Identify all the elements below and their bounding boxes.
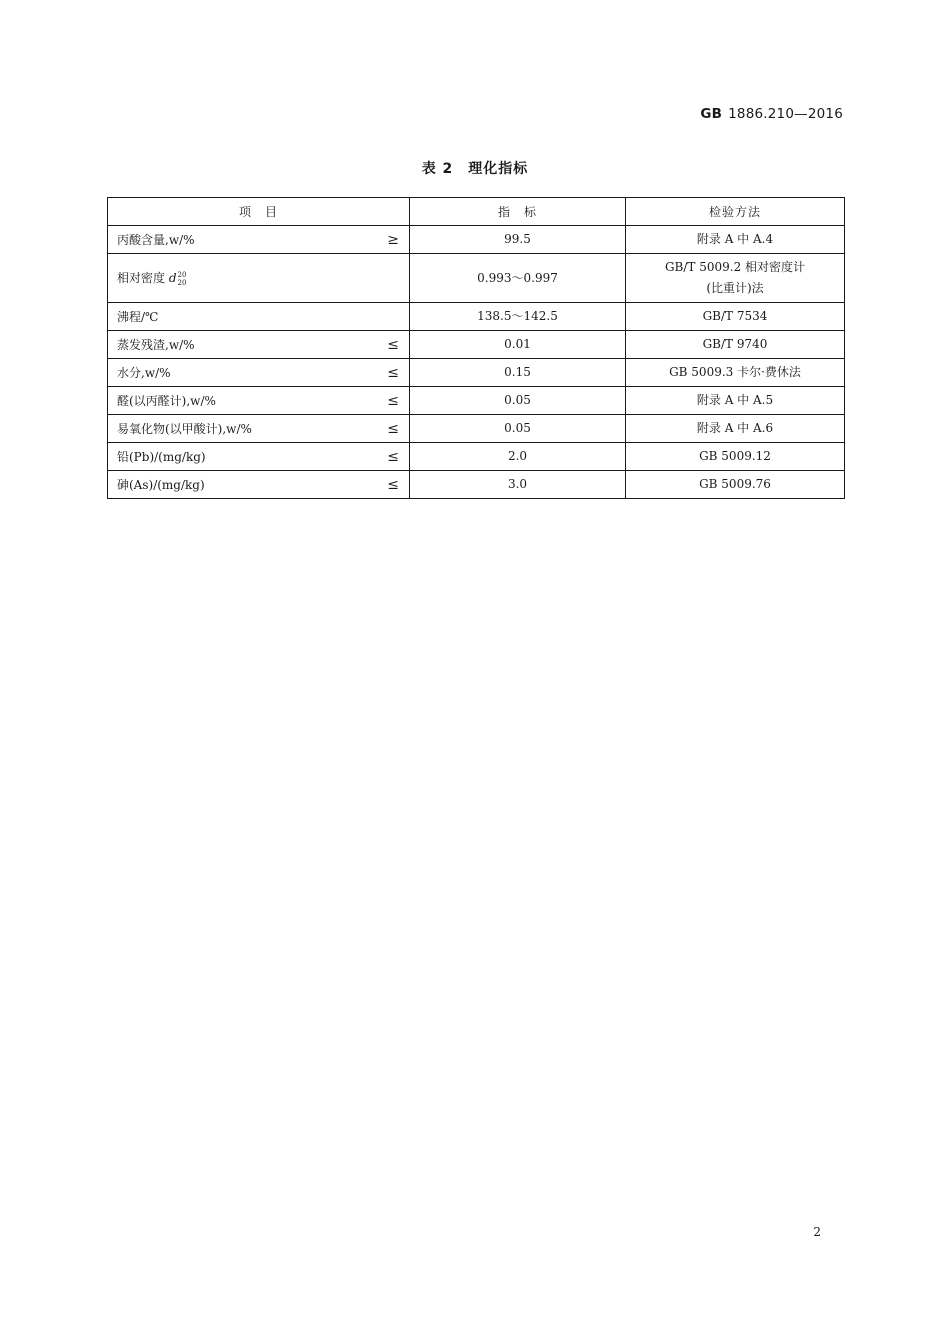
comparison-symbol: ≤ (387, 364, 399, 381)
comparison-symbol: ≤ (387, 476, 399, 493)
item-cell (108, 359, 410, 387)
item-label: 砷(As)/(mg/kg) (117, 478, 205, 492)
page-number: 2 (813, 1225, 821, 1239)
value-cell: 99.5 (410, 226, 626, 254)
comparison-symbol: ≤ (387, 448, 399, 465)
table-row (108, 415, 845, 443)
method-cell: GB 5009.12 (626, 443, 845, 471)
item-cell (108, 387, 410, 415)
comparison-symbol: ≤ (387, 392, 399, 409)
item-cell (108, 443, 410, 471)
item-label: 相对密度 (117, 271, 166, 286)
table-title: 表 2 理化指标 (421, 161, 529, 177)
table-row (108, 471, 845, 499)
item-label: 丙酸含量,w/% (117, 233, 195, 247)
value-cell: 0.05 (410, 387, 626, 415)
table-row (108, 254, 845, 303)
table-row (108, 387, 845, 415)
comparison-symbol: ≤ (387, 420, 399, 437)
table-row (108, 226, 845, 254)
comparison-symbol: ≤ (387, 336, 399, 353)
value-cell: 2.0 (410, 443, 626, 471)
item-label: 铅(Pb)/(mg/kg) (117, 450, 206, 464)
item-label: 蒸发残渣,w/% (117, 338, 195, 352)
method-cell: GB/T 9740 (626, 331, 845, 359)
item-label: 水分,w/% (117, 366, 171, 380)
method-line-1: GB/T 5009.2 相对密度计 (664, 260, 806, 274)
standard-number: 1886.210—2016 (728, 106, 843, 122)
value-cell: 0.15 (410, 359, 626, 387)
method-cell (626, 254, 845, 303)
item-label: 沸程/℃ (117, 310, 159, 324)
value-cell: 3.0 (410, 471, 626, 499)
density-symbol: d (168, 271, 177, 286)
item-cell (108, 303, 410, 331)
value-cell: 0.01 (410, 331, 626, 359)
table-row (108, 443, 845, 471)
item-label: 易氧化物(以甲酸计),w/% (117, 422, 252, 436)
column-header-method: 检验方法 (626, 198, 845, 226)
method-cell: 附录 A 中 A.4 (626, 226, 845, 254)
item-cell (108, 226, 410, 254)
method-cell: GB/T 7534 (626, 303, 845, 331)
density-subscript: 20 (177, 278, 187, 287)
method-cell: 附录 A 中 A.6 (626, 415, 845, 443)
density-superscript: 20 (177, 270, 187, 279)
value-cell: 0.05 (410, 415, 626, 443)
item-label: 醛(以丙醛计),w/% (117, 394, 216, 408)
table-row (108, 331, 845, 359)
comparison-symbol: ≥ (387, 231, 399, 248)
value-cell: 138.5～142.5 (410, 303, 626, 331)
method-cell: GB 5009.3 卡尔·费休法 (626, 359, 845, 387)
standard-prefix: GB (700, 106, 723, 122)
table-row (108, 303, 845, 331)
item-cell (108, 415, 410, 443)
method-line-2: (比重计)法 (706, 281, 764, 295)
standard-code (700, 106, 843, 122)
method-cell: 附录 A 中 A.5 (626, 387, 845, 415)
column-header-item: 项 目 (108, 198, 410, 226)
physicochemical-table (107, 197, 845, 499)
item-cell (108, 254, 410, 303)
item-label-group (117, 269, 186, 287)
item-cell (108, 471, 410, 499)
table-header-row (108, 198, 845, 226)
table-row (108, 359, 845, 387)
value-cell: 0.993～0.997 (410, 254, 626, 303)
column-header-value: 指 标 (410, 198, 626, 226)
density-temperature-indices (178, 271, 187, 287)
method-cell: GB 5009.76 (626, 471, 845, 499)
item-cell (108, 331, 410, 359)
